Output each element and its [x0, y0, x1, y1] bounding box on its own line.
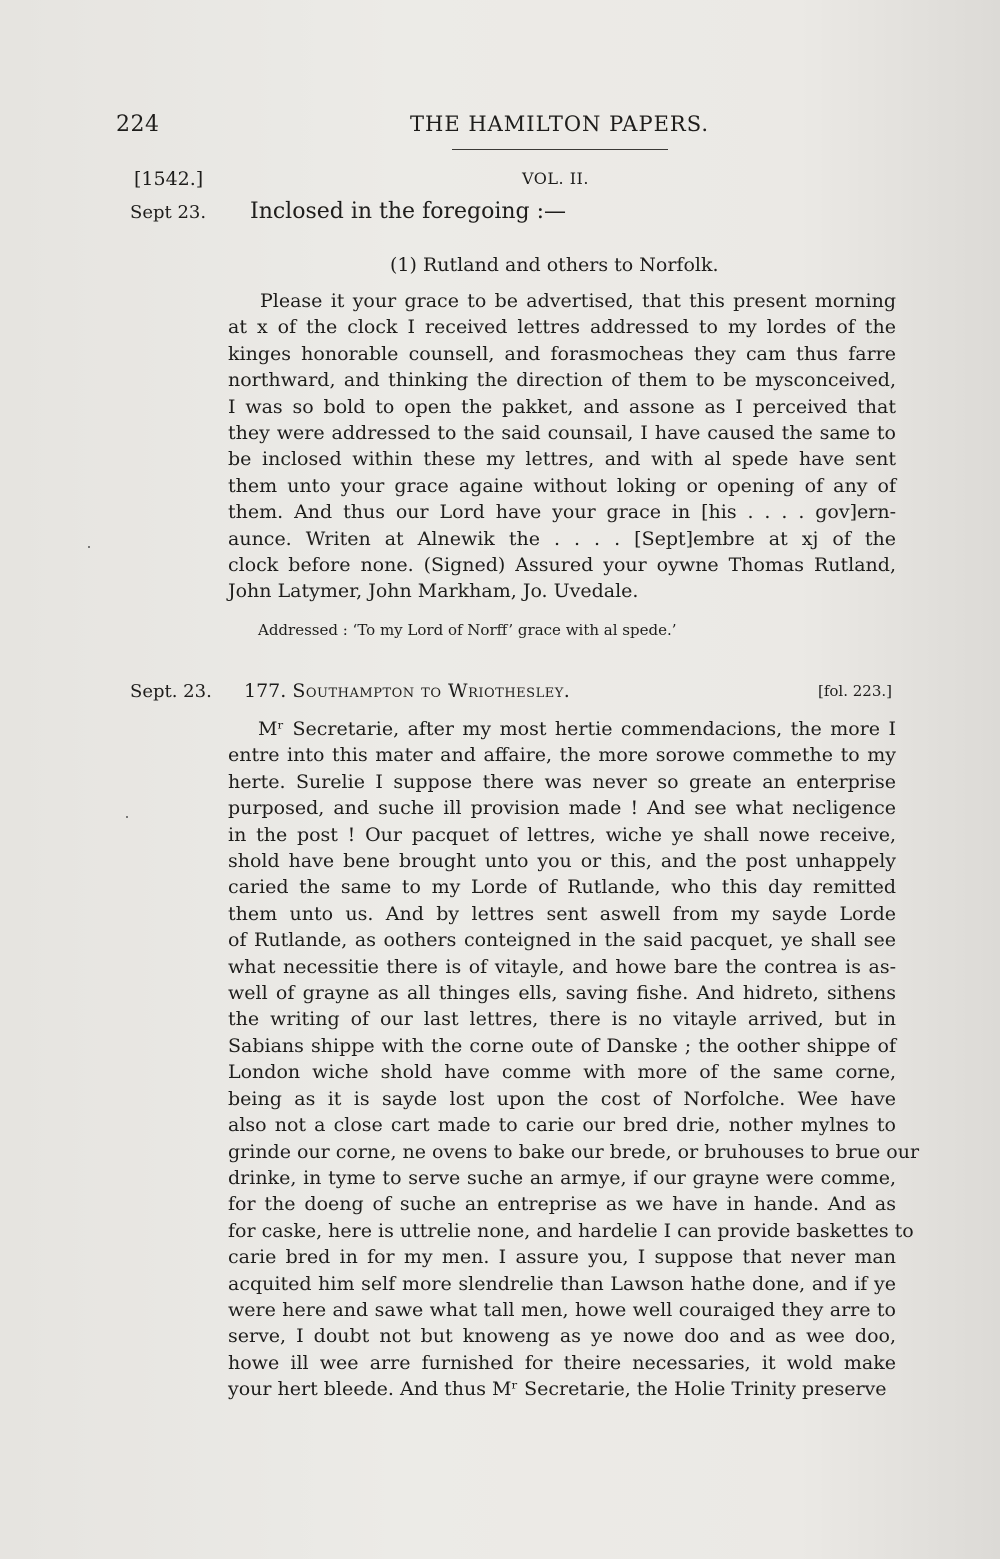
- text-line: serve, I doubt not but knoweng as ye nowe doo and as wee doo,: [228, 1325, 896, 1348]
- margin-date-1: Sept 23.: [130, 202, 207, 223]
- document-title-text: Southampton to Wriothesley.: [292, 680, 571, 702]
- text-line: carie bred in for my men. I assure you, I suppose that never man: [228, 1246, 896, 1269]
- year-marker: [1542.]: [134, 168, 204, 190]
- letter-body-1: [228, 288, 896, 605]
- text-line: also not a close cart made to carie our bred drie, nother mylnes to: [228, 1114, 896, 1137]
- text-line: they were addressed to the said counsail, I have caused the same to: [228, 422, 896, 445]
- text-line: were here and sawe what tall men, howe well couraiged they arre to: [228, 1298, 896, 1321]
- text-line: herte. Surelie I suppose there was never so greate an enterprise: [228, 770, 896, 793]
- document-number: 177.: [244, 680, 287, 702]
- text-line: the writing of our last lettres, there is no vitayle arrived, but in: [228, 1008, 896, 1031]
- text-line: howe ill wee arre furnished for theire necessaries, it wold make: [228, 1351, 896, 1374]
- text-line: Sabians shippe with the corne oute of Danske ; the oother shippe of: [228, 1034, 896, 1057]
- text-line: caried the same to my Lorde of Rutlande, who this day remitted: [228, 876, 896, 899]
- volume-marker: VOL. II.: [522, 169, 589, 188]
- text-line: well of grayne as all thinges ells, saving fishe. And hidreto, sithens: [228, 982, 896, 1005]
- running-title: THE HAMILTON PAPERS.: [410, 112, 710, 136]
- address-note: Addressed : ‘To my Lord of Norff’ grace with al spede.’: [258, 621, 677, 639]
- text-line: acquited him self more slendrelie than Lawson hathe done, and if ye: [228, 1272, 896, 1295]
- text-line: at x of the clock I received lettres addressed to my lordes of the: [228, 316, 896, 339]
- text-line: northward, and thinking the direction of them to be mysconceived,: [228, 369, 896, 392]
- document-title: [244, 680, 570, 702]
- text-line: shold have bene brought unto you or this, and the post unhappely: [228, 850, 896, 873]
- text-line: Mʳ Secretarie, after my most hertie commendacions, the more I: [258, 718, 896, 740]
- folio-reference: [fol. 223.]: [818, 682, 893, 700]
- text-line: them unto your grace againe without loking or opening of any of: [228, 474, 896, 497]
- margin-date-2: Sept. 23.: [130, 681, 212, 702]
- text-line: them. And thus our Lord have your grace in [his . . . . gov]ern-: [228, 501, 896, 524]
- text-line: drinke, in tyme to serve suche an armye, if our grayne were comme,: [228, 1166, 896, 1189]
- text-line: entre into this mater and affaire, the more sorowe commethe to my: [228, 744, 896, 767]
- header-rule: [452, 149, 668, 150]
- text-line: London wiche shold have comme with more of the same corne,: [228, 1061, 896, 1084]
- margin-mark: [126, 816, 128, 818]
- text-line: being as it is sayde lost upon the cost of Norfolche. Wee have: [228, 1087, 896, 1110]
- letter-body-2: [228, 716, 920, 1403]
- text-line: John Latymer, John Markham, Jo. Uvedale.: [228, 580, 639, 603]
- page-number: 224: [116, 112, 160, 137]
- margin-mark: [88, 546, 90, 548]
- text-line: I was so bold to open the pakket, and assone as I perceived that: [228, 395, 896, 418]
- section-heading: Inclosed in the foregoing :—: [250, 199, 567, 224]
- letter-title: (1) Rutland and others to Norfolk.: [390, 254, 719, 276]
- text-line: what necessitie there is of vitayle, and howe bare the contrea is as-: [228, 955, 896, 978]
- text-line: for caske, here is uttrelie none, and hardelie I can provide baskettes to: [228, 1219, 914, 1242]
- text-line: purposed, and suche ill provision made ! And see what necligence: [228, 797, 896, 820]
- text-line: Please it your grace to be advertised, that this present morning: [260, 290, 896, 312]
- text-line: for the doeng of suche an entreprise as we have in hande. And as: [228, 1193, 896, 1216]
- text-line: grinde our corne, ne ovens to bake our brede, or bruhouses to brue our: [228, 1140, 920, 1163]
- text-line: of Rutlande, as oothers conteigned in the said pacquet, ye shall see: [228, 929, 896, 952]
- text-line: kinges honorable counsell, and forasmocheas they cam thus farre: [228, 342, 896, 365]
- text-line: your hert bleede. And thus Mʳ Secretarie, the Holie Trinity preserve: [228, 1378, 887, 1401]
- text-line: be inclosed within these my lettres, and with al spede have sent: [228, 448, 896, 471]
- text-line: in the post ! Our pacquet of lettres, wiche ye shall nowe receive,: [228, 823, 896, 846]
- text-line: them unto us. And by lettres sent aswell from my sayde Lorde: [228, 902, 896, 925]
- text-line: clock before none. (Signed) Assured your oywne Thomas Rutland,: [228, 554, 896, 577]
- text-line: aunce. Writen at Alnewik the . . . . [Sept]embre at xj of the: [228, 527, 896, 550]
